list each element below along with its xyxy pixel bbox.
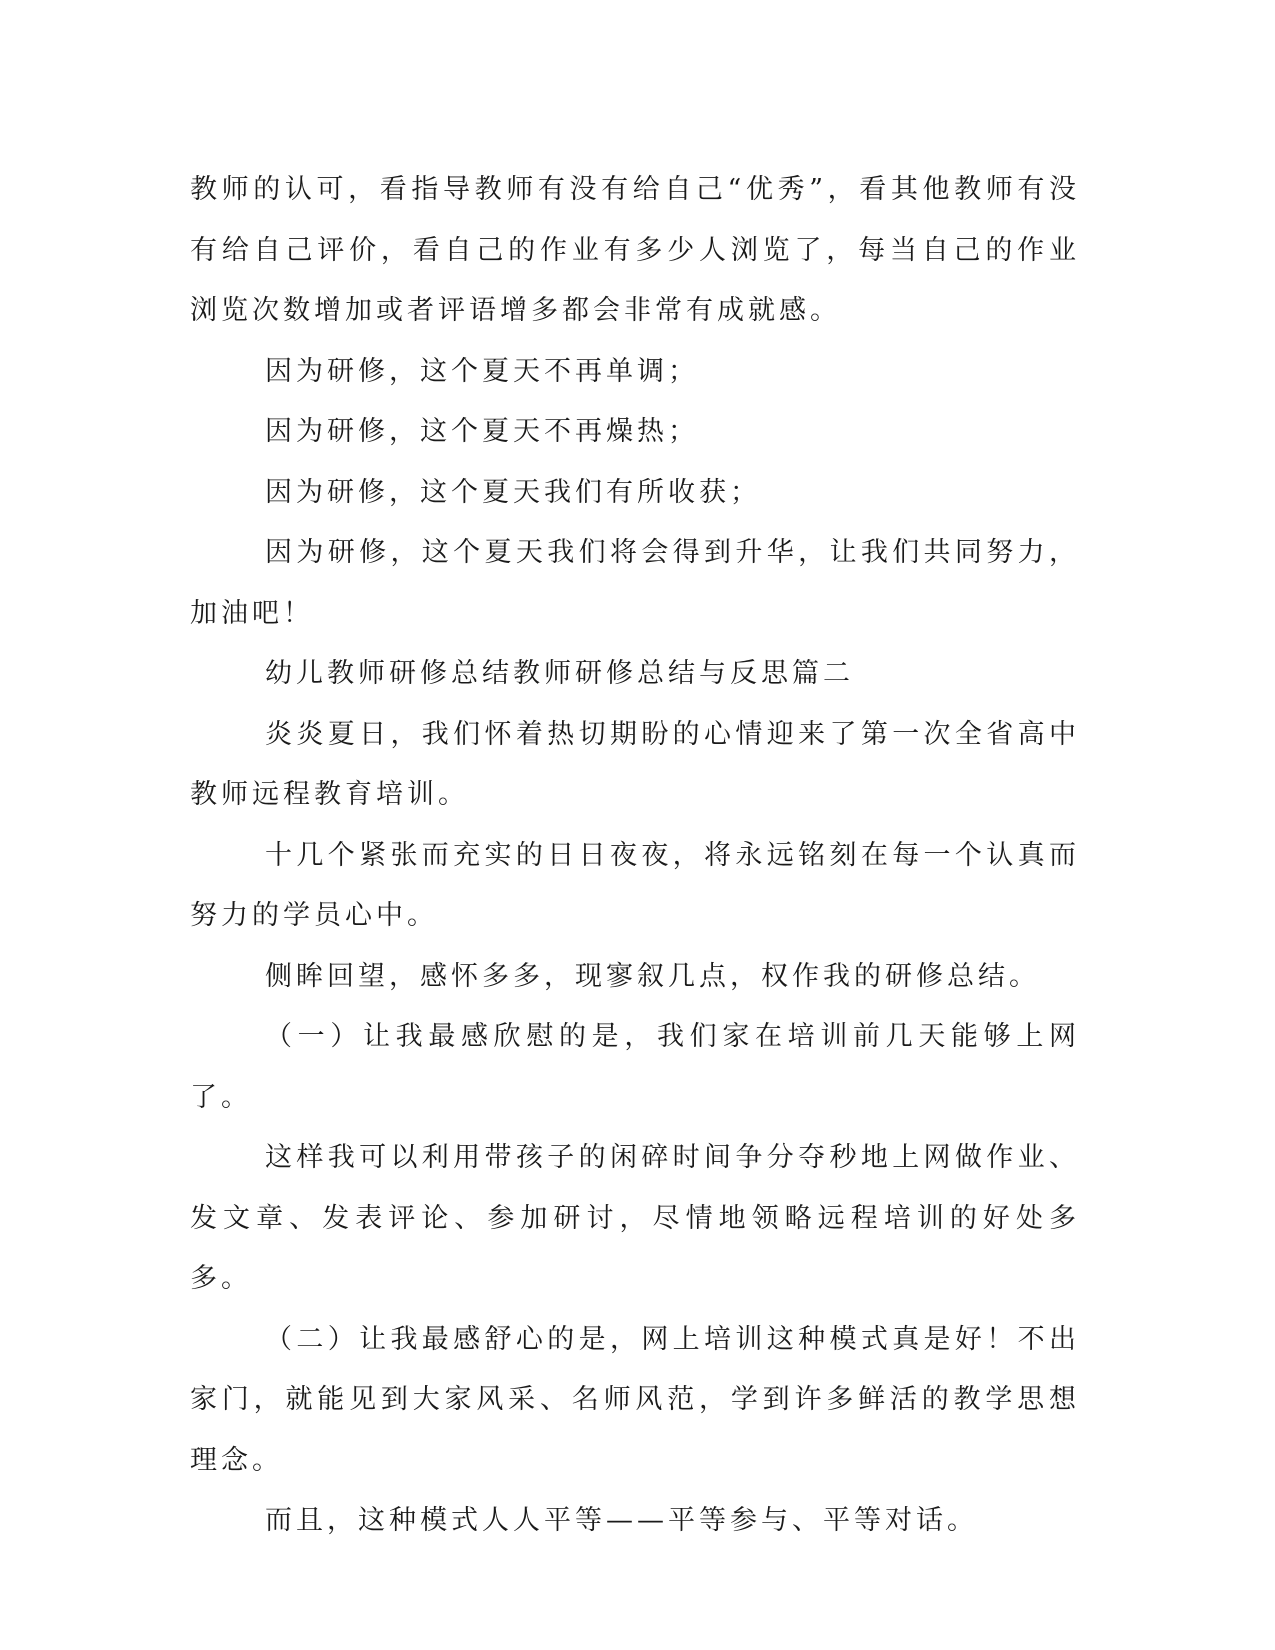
paragraph-4: 因为研修，这个夏天我们有所收获； (265, 476, 761, 508)
section-heading: 幼儿教师研修总结教师研修总结与反思篇二 (265, 658, 854, 689)
paragraph-5: 因为研修，这个夏天我们将会得到升华，让我们共同努力，加油吧！ (190, 537, 1080, 629)
paragraph-3: 因为研修，这个夏天不再燥热； (265, 416, 699, 447)
paragraph-11: 这样我可以利用带孩子的闲碎时间争分夺秒地上网做作业、发文章、发表评论、参加研讨，尽情地领略远程培训的好处多多。 (190, 1142, 1080, 1294)
paragraph-2: 因为研修，这个夏天不再单调； (265, 355, 699, 387)
paragraph-8: 十几个紧张而充实的日日夜夜，将永远铭刻在每一个认真而努力的学员心中。 (190, 839, 1080, 931)
document-body (190, 160, 1080, 1552)
paragraph-13: 而且，这种模式人人平等——平等参与、平等对话。 (265, 1505, 978, 1536)
paragraph-9: 侧眸回望，感怀多多，现寥叙几点，权作我的研修总结。 (265, 960, 1040, 992)
paragraph-7: 炎炎夏日，我们怀着热切期盼的心情迎来了第一次全省高中教师远程教育培训。 (190, 718, 1080, 810)
paragraph-12: （二）让我最感舒心的是，网上培训这种模式真是好！不出家门，就能见到大家风采、名师风范，学到许多鲜活的教学思想理念。 (190, 1323, 1080, 1476)
paragraph-10: （一）让我最感欣慰的是，我们家在培训前几天能够上网了。 (190, 1021, 1080, 1113)
paragraph-1: 教师的认可，看指导教师有没有给自己“优秀”，看其他教师有没有给自己评价，看自己的作业有多少人浏览了，每当自己的作业浏览次数增加或者评语增多都会非常有成就感。 (190, 174, 1080, 326)
